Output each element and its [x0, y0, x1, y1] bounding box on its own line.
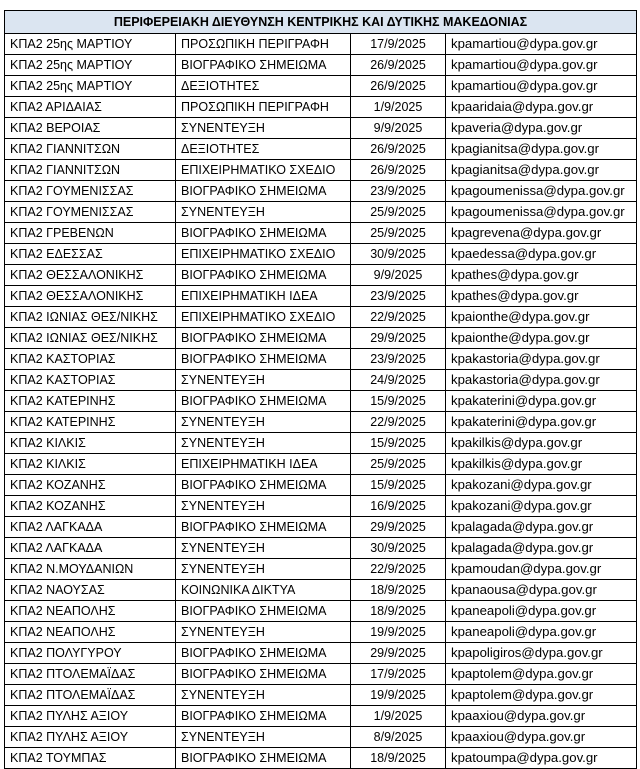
office-cell[interactable]: ΚΠΑ2 ΚΟΖΑΝΗΣ [5, 496, 176, 517]
office-cell[interactable]: ΚΠΑ2 ΚΑΣΤΟΡΙΑΣ [5, 370, 176, 391]
workshop-cell[interactable]: ΒΙΟΓΡΑΦΙΚΟ ΣΗΜΕΙΩΜΑ [176, 517, 351, 538]
table-row [5, 97, 637, 118]
office-cell[interactable]: ΚΠΑ2 ΓΙΑΝΝΙΤΣΩΝ [5, 139, 176, 160]
table-row [5, 580, 637, 601]
date-cell[interactable]: 26/9/2025 [351, 55, 446, 76]
workshop-cell[interactable]: ΣΥΝΕΝΤΕΥΞΗ [176, 496, 351, 517]
date-cell[interactable]: 18/9/2025 [351, 580, 446, 601]
office-cell[interactable]: ΚΠΑ2 ΘΕΣΣΑΛΟΝΙΚΗΣ [5, 265, 176, 286]
office-cell[interactable]: ΚΠΑ2 ΠΤΟΛΕΜΑΪΔΑΣ [5, 664, 176, 685]
date-cell[interactable]: 15/9/2025 [351, 433, 446, 454]
office-cell[interactable]: ΚΠΑ2 ΚΑΣΤΟΡΙΑΣ [5, 349, 176, 370]
date-cell[interactable]: 30/9/2025 [351, 244, 446, 265]
date-cell[interactable]: 26/9/2025 [351, 76, 446, 97]
table-row [5, 391, 637, 412]
workshop-cell[interactable]: ΒΙΟΓΡΑΦΙΚΟ ΣΗΜΕΙΩΜΑ [176, 748, 351, 769]
office-cell[interactable]: ΚΠΑ2 ΓΟΥΜΕΝΙΣΣΑΣ [5, 181, 176, 202]
office-cell[interactable]: ΚΠΑ2 ΠΟΛΥΓΥΡΟΥ [5, 643, 176, 664]
table-row [5, 307, 637, 328]
office-cell[interactable]: ΚΠΑ2 25ης ΜΑΡΤΙΟΥ [5, 55, 176, 76]
office-cell[interactable]: ΚΠΑ2 ΝΕΑΠΟΛΗΣ [5, 622, 176, 643]
workshop-cell[interactable]: ΒΙΟΓΡΑΦΙΚΟ ΣΗΜΕΙΩΜΑ [176, 664, 351, 685]
table-row [5, 118, 637, 139]
date-cell[interactable]: 29/9/2025 [351, 517, 446, 538]
table-row [5, 727, 637, 748]
office-cell[interactable]: ΚΠΑ2 ΙΩΝΙΑΣ ΘΕΣ/ΝΙΚΗΣ [5, 307, 176, 328]
workshop-cell[interactable]: ΕΠΙΧΕΙΡΗΜΑΤΙΚΟ ΣΧΕΔΙΟ [176, 307, 351, 328]
workshop-cell[interactable]: ΣΥΝΕΝΤΕΥΞΗ [176, 538, 351, 559]
workshop-cell[interactable]: ΒΙΟΓΡΑΦΙΚΟ ΣΗΜΕΙΩΜΑ [176, 55, 351, 76]
workshop-cell[interactable]: ΒΙΟΓΡΑΦΙΚΟ ΣΗΜΕΙΩΜΑ [176, 601, 351, 622]
office-cell[interactable]: ΚΠΑ2 Ν.ΜΟΥΔΑΝΙΩΝ [5, 559, 176, 580]
office-cell[interactable]: ΚΠΑ2 ΚΑΤΕΡΙΝΗΣ [5, 412, 176, 433]
email-cell[interactable]: kpaedessa@dypa.gov.gr [446, 244, 637, 265]
workshop-cell[interactable]: ΠΡΟΣΩΠΙΚΗ ΠΕΡΙΓΡΑΦΗ [176, 34, 351, 55]
date-cell[interactable]: 19/9/2025 [351, 685, 446, 706]
office-cell[interactable]: ΚΠΑ2 ΚΙΛΚΙΣ [5, 454, 176, 475]
date-cell[interactable]: 9/9/2025 [351, 265, 446, 286]
spreadsheet [4, 10, 636, 769]
office-cell[interactable]: ΚΠΑ2 ΛΑΓΚΑΔΑ [5, 517, 176, 538]
table-row [5, 601, 637, 622]
workshop-cell[interactable]: ΒΙΟΓΡΑΦΙΚΟ ΣΗΜΕΙΩΜΑ [176, 706, 351, 727]
office-cell[interactable]: ΚΠΑ2 ΛΑΓΚΑΔΑ [5, 538, 176, 559]
workshop-cell[interactable]: ΕΠΙΧΕΙΡΗΜΑΤΙΚΟ ΣΧΕΔΙΟ [176, 244, 351, 265]
title-row [5, 11, 637, 34]
email-cell[interactable]: kpamartiou@dypa.gov.gr [446, 76, 637, 97]
workshop-cell[interactable]: ΣΥΝΕΝΤΕΥΞΗ [176, 118, 351, 139]
email-cell[interactable]: kpaaxiou@dypa.gov.gr [446, 727, 637, 748]
date-cell[interactable]: 9/9/2025 [351, 118, 446, 139]
workshop-cell[interactable]: ΒΙΟΓΡΑΦΙΚΟ ΣΗΜΕΙΩΜΑ [176, 349, 351, 370]
office-cell[interactable]: ΚΠΑ2 ΒΕΡΟΙΑΣ [5, 118, 176, 139]
table-row [5, 76, 637, 97]
email-cell[interactable]: kpakozani@dypa.gov.gr [446, 496, 637, 517]
date-cell[interactable]: 8/9/2025 [351, 727, 446, 748]
date-cell[interactable]: 29/9/2025 [351, 328, 446, 349]
table-row [5, 496, 637, 517]
workshop-cell[interactable]: ΒΙΟΓΡΑΦΙΚΟ ΣΗΜΕΙΩΜΑ [176, 475, 351, 496]
table-title: ΠΕΡΙΦΕΡΕΙΑΚΗ ΔΙΕΥΘΥΝΣΗ ΚΕΝΤΡΙΚΗΣ ΚΑΙ ΔΥΤΙΚΗΣ ΜΑΚΕΔΟΝΙΑΣ [5, 11, 637, 34]
office-cell[interactable]: ΚΠΑ2 ΚΙΛΚΙΣ [5, 433, 176, 454]
date-cell[interactable]: 23/9/2025 [351, 349, 446, 370]
table-row [5, 433, 637, 454]
office-cell[interactable]: ΚΠΑ2 25ης ΜΑΡΤΙΟΥ [5, 34, 176, 55]
office-cell[interactable]: ΚΠΑ2 ΠΥΛΗΣ ΑΞΙΟΥ [5, 727, 176, 748]
email-cell[interactable]: kpagianitsa@dypa.gov.gr [446, 139, 637, 160]
date-cell[interactable]: 18/9/2025 [351, 748, 446, 769]
date-cell[interactable]: 26/9/2025 [351, 160, 446, 181]
date-cell[interactable]: 23/9/2025 [351, 286, 446, 307]
table-row [5, 748, 637, 769]
table-row [5, 370, 637, 391]
date-cell[interactable]: 22/9/2025 [351, 412, 446, 433]
date-cell[interactable]: 25/9/2025 [351, 223, 446, 244]
office-cell[interactable]: ΚΠΑ2 ΚΑΤΕΡΙΝΗΣ [5, 391, 176, 412]
email-cell[interactable]: kpalagada@dypa.gov.gr [446, 517, 637, 538]
table-row [5, 643, 637, 664]
table-row [5, 286, 637, 307]
email-cell[interactable]: kpakaterini@dypa.gov.gr [446, 391, 637, 412]
workshop-cell[interactable]: ΣΥΝΕΝΤΕΥΞΗ [176, 370, 351, 391]
email-cell[interactable]: kpakastoria@dypa.gov.gr [446, 370, 637, 391]
table-row [5, 265, 637, 286]
date-cell[interactable]: 17/9/2025 [351, 664, 446, 685]
table-row [5, 664, 637, 685]
office-cell[interactable]: ΚΠΑ2 ΤΟΥΜΠΑΣ [5, 748, 176, 769]
table-row [5, 55, 637, 76]
table-row [5, 34, 637, 55]
office-cell[interactable]: ΚΠΑ2 ΠΥΛΗΣ ΑΞΙΟΥ [5, 706, 176, 727]
workshop-cell[interactable]: ΠΡΟΣΩΠΙΚΗ ΠΕΡΙΓΡΑΦΗ [176, 97, 351, 118]
email-cell[interactable]: kpaaridaia@dypa.gov.gr [446, 97, 637, 118]
email-cell[interactable]: kpaptolem@dypa.gov.gr [446, 664, 637, 685]
email-cell[interactable]: kpaionthe@dypa.gov.gr [446, 307, 637, 328]
workshop-cell[interactable]: ΣΥΝΕΝΤΕΥΞΗ [176, 412, 351, 433]
date-cell[interactable]: 19/9/2025 [351, 622, 446, 643]
table-row [5, 559, 637, 580]
table-body [5, 34, 637, 769]
table-row [5, 223, 637, 244]
email-cell[interactable]: kpakastoria@dypa.gov.gr [446, 349, 637, 370]
date-cell[interactable]: 22/9/2025 [351, 307, 446, 328]
office-cell[interactable]: ΚΠΑ2 ΙΩΝΙΑΣ ΘΕΣ/ΝΙΚΗΣ [5, 328, 176, 349]
workshop-cell[interactable]: ΣΥΝΕΝΤΕΥΞΗ [176, 433, 351, 454]
date-cell[interactable]: 29/9/2025 [351, 643, 446, 664]
workshop-table [4, 10, 637, 769]
workshop-cell[interactable]: ΣΥΝΕΝΤΕΥΞΗ [176, 202, 351, 223]
email-cell[interactable]: kpakozani@dypa.gov.gr [446, 475, 637, 496]
workshop-cell[interactable]: ΕΠΙΧΕΙΡΗΜΑΤΙΚΟ ΣΧΕΔΙΟ [176, 160, 351, 181]
date-cell[interactable]: 25/9/2025 [351, 202, 446, 223]
table-row [5, 202, 637, 223]
office-cell[interactable]: ΚΠΑ2 ΠΤΟΛΕΜΑΪΔΑΣ [5, 685, 176, 706]
date-cell[interactable]: 1/9/2025 [351, 706, 446, 727]
office-cell[interactable]: ΚΠΑ2 ΘΕΣΣΑΛΟΝΙΚΗΣ [5, 286, 176, 307]
workshop-cell[interactable]: ΒΙΟΓΡΑΦΙΚΟ ΣΗΜΕΙΩΜΑ [176, 223, 351, 244]
date-cell[interactable]: 1/9/2025 [351, 97, 446, 118]
workshop-cell[interactable]: ΒΙΟΓΡΑΦΙΚΟ ΣΗΜΕΙΩΜΑ [176, 265, 351, 286]
email-cell[interactable]: kpamartiou@dypa.gov.gr [446, 34, 637, 55]
email-cell[interactable]: kpaptolem@dypa.gov.gr [446, 685, 637, 706]
workshop-cell[interactable]: ΣΥΝΕΝΤΕΥΞΗ [176, 622, 351, 643]
date-cell[interactable]: 16/9/2025 [351, 496, 446, 517]
date-cell[interactable]: 17/9/2025 [351, 34, 446, 55]
workshop-cell[interactable]: ΒΙΟΓΡΑΦΙΚΟ ΣΗΜΕΙΩΜΑ [176, 643, 351, 664]
office-cell[interactable]: ΚΠΑ2 ΓΙΑΝΝΙΤΣΩΝ [5, 160, 176, 181]
workshop-cell[interactable]: ΚΟΙΝΩΝΙΚΑ ΔΙΚΤΥΑ [176, 580, 351, 601]
workshop-cell[interactable]: ΕΠΙΧΕΙΡΗΜΑΤΙΚΗ ΙΔΕΑ [176, 454, 351, 475]
email-cell[interactable]: kpagoumenissa@dypa.gov.gr [446, 181, 637, 202]
date-cell[interactable]: 26/9/2025 [351, 139, 446, 160]
office-cell[interactable]: ΚΠΑ2 ΑΡΙΔΑΙΑΣ [5, 97, 176, 118]
workshop-cell[interactable]: ΣΥΝΕΝΤΕΥΞΗ [176, 727, 351, 748]
office-cell[interactable]: ΚΠΑ2 ΝΕΑΠΟΛΗΣ [5, 601, 176, 622]
email-cell[interactable]: kpaneapoli@dypa.gov.gr [446, 601, 637, 622]
email-cell[interactable]: kpagianitsa@dypa.gov.gr [446, 160, 637, 181]
email-cell[interactable]: kpathes@dypa.gov.gr [446, 265, 637, 286]
email-cell[interactable]: kpathes@dypa.gov.gr [446, 286, 637, 307]
table-row [5, 622, 637, 643]
workshop-cell[interactable]: ΒΙΟΓΡΑΦΙΚΟ ΣΗΜΕΙΩΜΑ [176, 181, 351, 202]
date-cell[interactable]: 15/9/2025 [351, 391, 446, 412]
date-cell[interactable]: 22/9/2025 [351, 559, 446, 580]
table-row [5, 412, 637, 433]
workshop-cell[interactable]: ΒΙΟΓΡΑΦΙΚΟ ΣΗΜΕΙΩΜΑ [176, 391, 351, 412]
workshop-cell[interactable]: ΒΙΟΓΡΑΦΙΚΟ ΣΗΜΕΙΩΜΑ [176, 328, 351, 349]
email-cell[interactable]: kpalagada@dypa.gov.gr [446, 538, 637, 559]
office-cell[interactable]: ΚΠΑ2 25ης ΜΑΡΤΙΟΥ [5, 76, 176, 97]
email-cell[interactable]: kpakilkis@dypa.gov.gr [446, 433, 637, 454]
email-cell[interactable]: kpagrevena@dypa.gov.gr [446, 223, 637, 244]
date-cell[interactable]: 18/9/2025 [351, 601, 446, 622]
email-cell[interactable]: kpaveria@dypa.gov.gr [446, 118, 637, 139]
table-row [5, 328, 637, 349]
email-cell[interactable]: kpatoumpa@dypa.gov.gr [446, 748, 637, 769]
workshop-cell[interactable]: ΔΕΞΙΟΤΗΤΕΣ [176, 76, 351, 97]
office-cell[interactable]: ΚΠΑ2 ΕΔΕΣΣΑΣ [5, 244, 176, 265]
email-cell[interactable]: kpapoligiros@dypa.gov.gr [446, 643, 637, 664]
date-cell[interactable]: 15/9/2025 [351, 475, 446, 496]
email-cell[interactable]: kpaneapoli@dypa.gov.gr [446, 622, 637, 643]
date-cell[interactable]: 24/9/2025 [351, 370, 446, 391]
table-row [5, 244, 637, 265]
workshop-cell[interactable]: ΕΠΙΧΕΙΡΗΜΑΤΙΚΗ ΙΔΕΑ [176, 286, 351, 307]
date-cell[interactable]: 25/9/2025 [351, 454, 446, 475]
email-cell[interactable]: kpamartiou@dypa.gov.gr [446, 55, 637, 76]
office-cell[interactable]: ΚΠΑ2 ΓΟΥΜΕΝΙΣΣΑΣ [5, 202, 176, 223]
date-cell[interactable]: 30/9/2025 [351, 538, 446, 559]
table-row [5, 685, 637, 706]
table-row [5, 538, 637, 559]
workshop-cell[interactable]: ΣΥΝΕΝΤΕΥΞΗ [176, 685, 351, 706]
table-row [5, 181, 637, 202]
email-cell[interactable]: kpaaxiou@dypa.gov.gr [446, 706, 637, 727]
table-row [5, 517, 637, 538]
table-row [5, 349, 637, 370]
office-cell[interactable]: ΚΠΑ2 ΚΟΖΑΝΗΣ [5, 475, 176, 496]
table-row [5, 454, 637, 475]
table-row [5, 139, 637, 160]
table-row [5, 475, 637, 496]
date-cell[interactable]: 23/9/2025 [351, 181, 446, 202]
email-cell[interactable]: kpagoumenissa@dypa.gov.gr [446, 202, 637, 223]
table-row [5, 706, 637, 727]
office-cell[interactable]: ΚΠΑ2 ΝΑΟΥΣΑΣ [5, 580, 176, 601]
office-cell[interactable]: ΚΠΑ2 ΓΡΕΒΕΝΩΝ [5, 223, 176, 244]
email-cell[interactable]: kpakilkis@dypa.gov.gr [446, 454, 637, 475]
email-cell[interactable]: kpamoudan@dypa.gov.gr [446, 559, 637, 580]
email-cell[interactable]: kpaionthe@dypa.gov.gr [446, 328, 637, 349]
workshop-cell[interactable]: ΔΕΞΙΟΤΗΤΕΣ [176, 139, 351, 160]
email-cell[interactable]: kpanaousa@dypa.gov.gr [446, 580, 637, 601]
email-cell[interactable]: kpakaterini@dypa.gov.gr [446, 412, 637, 433]
table-row [5, 160, 637, 181]
workshop-cell[interactable]: ΣΥΝΕΝΤΕΥΞΗ [176, 559, 351, 580]
